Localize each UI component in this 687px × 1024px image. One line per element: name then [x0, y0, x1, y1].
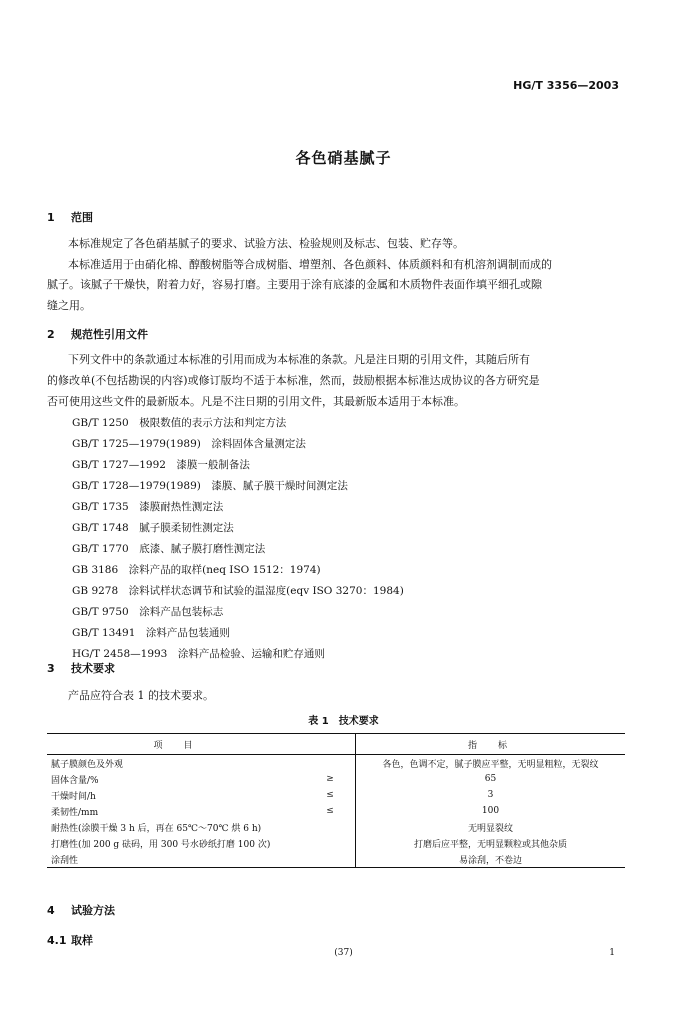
table-header-row [47, 734, 625, 755]
section-title: 规范性引用文件 [71, 328, 148, 341]
row-item: 涂刮性 [51, 855, 79, 866]
row-value: 打磨后应平整，无明显颗粒或其他杂质 [413, 839, 567, 850]
document-title: 各色硝基腻子 [295, 149, 392, 167]
row-op [305, 819, 356, 835]
reference-item: GB/T 1748 腻子膜柔韧性测定法 [72, 522, 234, 534]
row-item: 柔韧性/mm [51, 807, 99, 818]
page-number: 1 [609, 948, 615, 958]
table-row [47, 819, 625, 835]
subsection-number: 4.1 [47, 934, 67, 947]
header-item: 项 目 [47, 734, 305, 755]
scope-line: 本标准规定了各色硝基腻子的要求、试验方法、检验规则及标志、包装、贮存等。 [68, 237, 464, 250]
reference-item: GB 9278 涂料试样状态调节和试验的温湿度(eqv ISO 3270：1984) [72, 585, 404, 597]
subsection-title: 取样 [71, 934, 93, 947]
row-item: 干燥时间/h [51, 791, 96, 802]
row-item: 腻子膜颜色及外观 [51, 759, 124, 770]
row-op [305, 835, 356, 851]
row-op: ≥ [305, 771, 356, 787]
tech-requirements-table [47, 733, 625, 868]
scope-line: 缝之用。 [47, 299, 91, 312]
reference-item: GB 3186 涂料产品的取样(neq ISO 1512：1974) [72, 564, 321, 576]
reference-item: GB/T 9750 涂料产品包装标志 [72, 606, 224, 618]
row-value: 3 [487, 790, 494, 800]
standard-code: HG/T 3356—2003 [513, 79, 619, 92]
reference-item: GB/T 1727—1992 漆膜一般制备法 [72, 459, 250, 471]
row-op [305, 755, 356, 772]
section-number: 4 [47, 904, 55, 917]
row-op: ≤ [305, 787, 356, 803]
scope-line: 本标准适用于由硝化棉、醇酸树脂等合成树脂、增塑剂、各色颜料、体质颜料和有机溶剂调制而成的 [68, 258, 552, 271]
references-line: 否可使用这些文件的最新版本。凡是不注日期的引用文件，其最新版本适用于本标准。 [47, 395, 465, 408]
row-item: 固体含量/% [51, 775, 99, 786]
section-number: 1 [47, 211, 55, 224]
section-title: 试验方法 [71, 904, 115, 917]
table-row [47, 787, 625, 803]
scope-line: 腻子。该腻子干燥快，附着力好，容易打磨。主要用于涂有底漆的金属和木质物件表面作填平细孔或隙 [47, 278, 542, 291]
page-footer-center: (37) [334, 948, 353, 958]
references-line: 的修改单(不包括勘误的内容)或修订版均不适于本标准，然而，鼓励根据本标准达成协议的各方研究是 [47, 374, 540, 387]
section-title: 技术要求 [71, 662, 115, 675]
reference-item: GB/T 1725—1979(1989) 涂料固体含量测定法 [72, 438, 306, 450]
table-row [47, 771, 625, 787]
table-row [47, 851, 625, 868]
table-row [47, 835, 625, 851]
section-number: 3 [47, 662, 55, 675]
subsection-4-1-heading [47, 932, 93, 948]
row-value: 易涂刮，不卷边 [458, 855, 522, 866]
row-item: 打磨性(加 200 g 砝码，用 300 号水砂纸打磨 100 次) [51, 839, 271, 850]
reference-item: GB/T 1728—1979(1989) 漆膜、腻子膜干燥时间测定法 [72, 480, 348, 492]
row-op [305, 851, 356, 868]
table-caption: 表 1 技术要求 [308, 716, 379, 727]
row-value: 65 [484, 774, 497, 784]
row-value: 各色，色调不定，腻子膜应平整，无明显粗粒，无裂纹 [382, 759, 599, 770]
reference-item: GB/T 13491 涂料产品包装通则 [72, 627, 230, 639]
row-item: 耐热性(涂膜干燥 3 h 后，再在 65℃～70℃ 烘 6 h) [51, 823, 262, 834]
row-op: ≤ [305, 803, 356, 819]
header-value: 指 标 [356, 734, 626, 755]
reference-item: HG/T 2458—1993 涂料产品检验、运输和贮存通则 [72, 648, 325, 660]
section-3-heading [47, 660, 115, 676]
row-value: 无明显裂纹 [467, 823, 513, 834]
tech-intro: 产品应符合表 1 的技术要求。 [68, 689, 214, 702]
header-op [305, 734, 356, 755]
table-row [47, 755, 625, 772]
section-4-heading [47, 902, 115, 918]
reference-item: GB/T 1770 底漆、腻子膜打磨性测定法 [72, 543, 266, 555]
row-value: 100 [481, 806, 500, 816]
references-line: 下列文件中的条款通过本标准的引用而成为本标准的条款。凡是注日期的引用文件，其随后所有 [68, 353, 530, 366]
reference-item: GB/T 1735 漆膜耐热性测定法 [72, 501, 224, 513]
section-2-heading [47, 326, 148, 342]
section-number: 2 [47, 328, 55, 341]
reference-item: GB/T 1250 极限数值的表示方法和判定方法 [72, 417, 287, 429]
section-1-heading [47, 209, 93, 225]
section-title: 范围 [71, 211, 93, 224]
table-row [47, 803, 625, 819]
